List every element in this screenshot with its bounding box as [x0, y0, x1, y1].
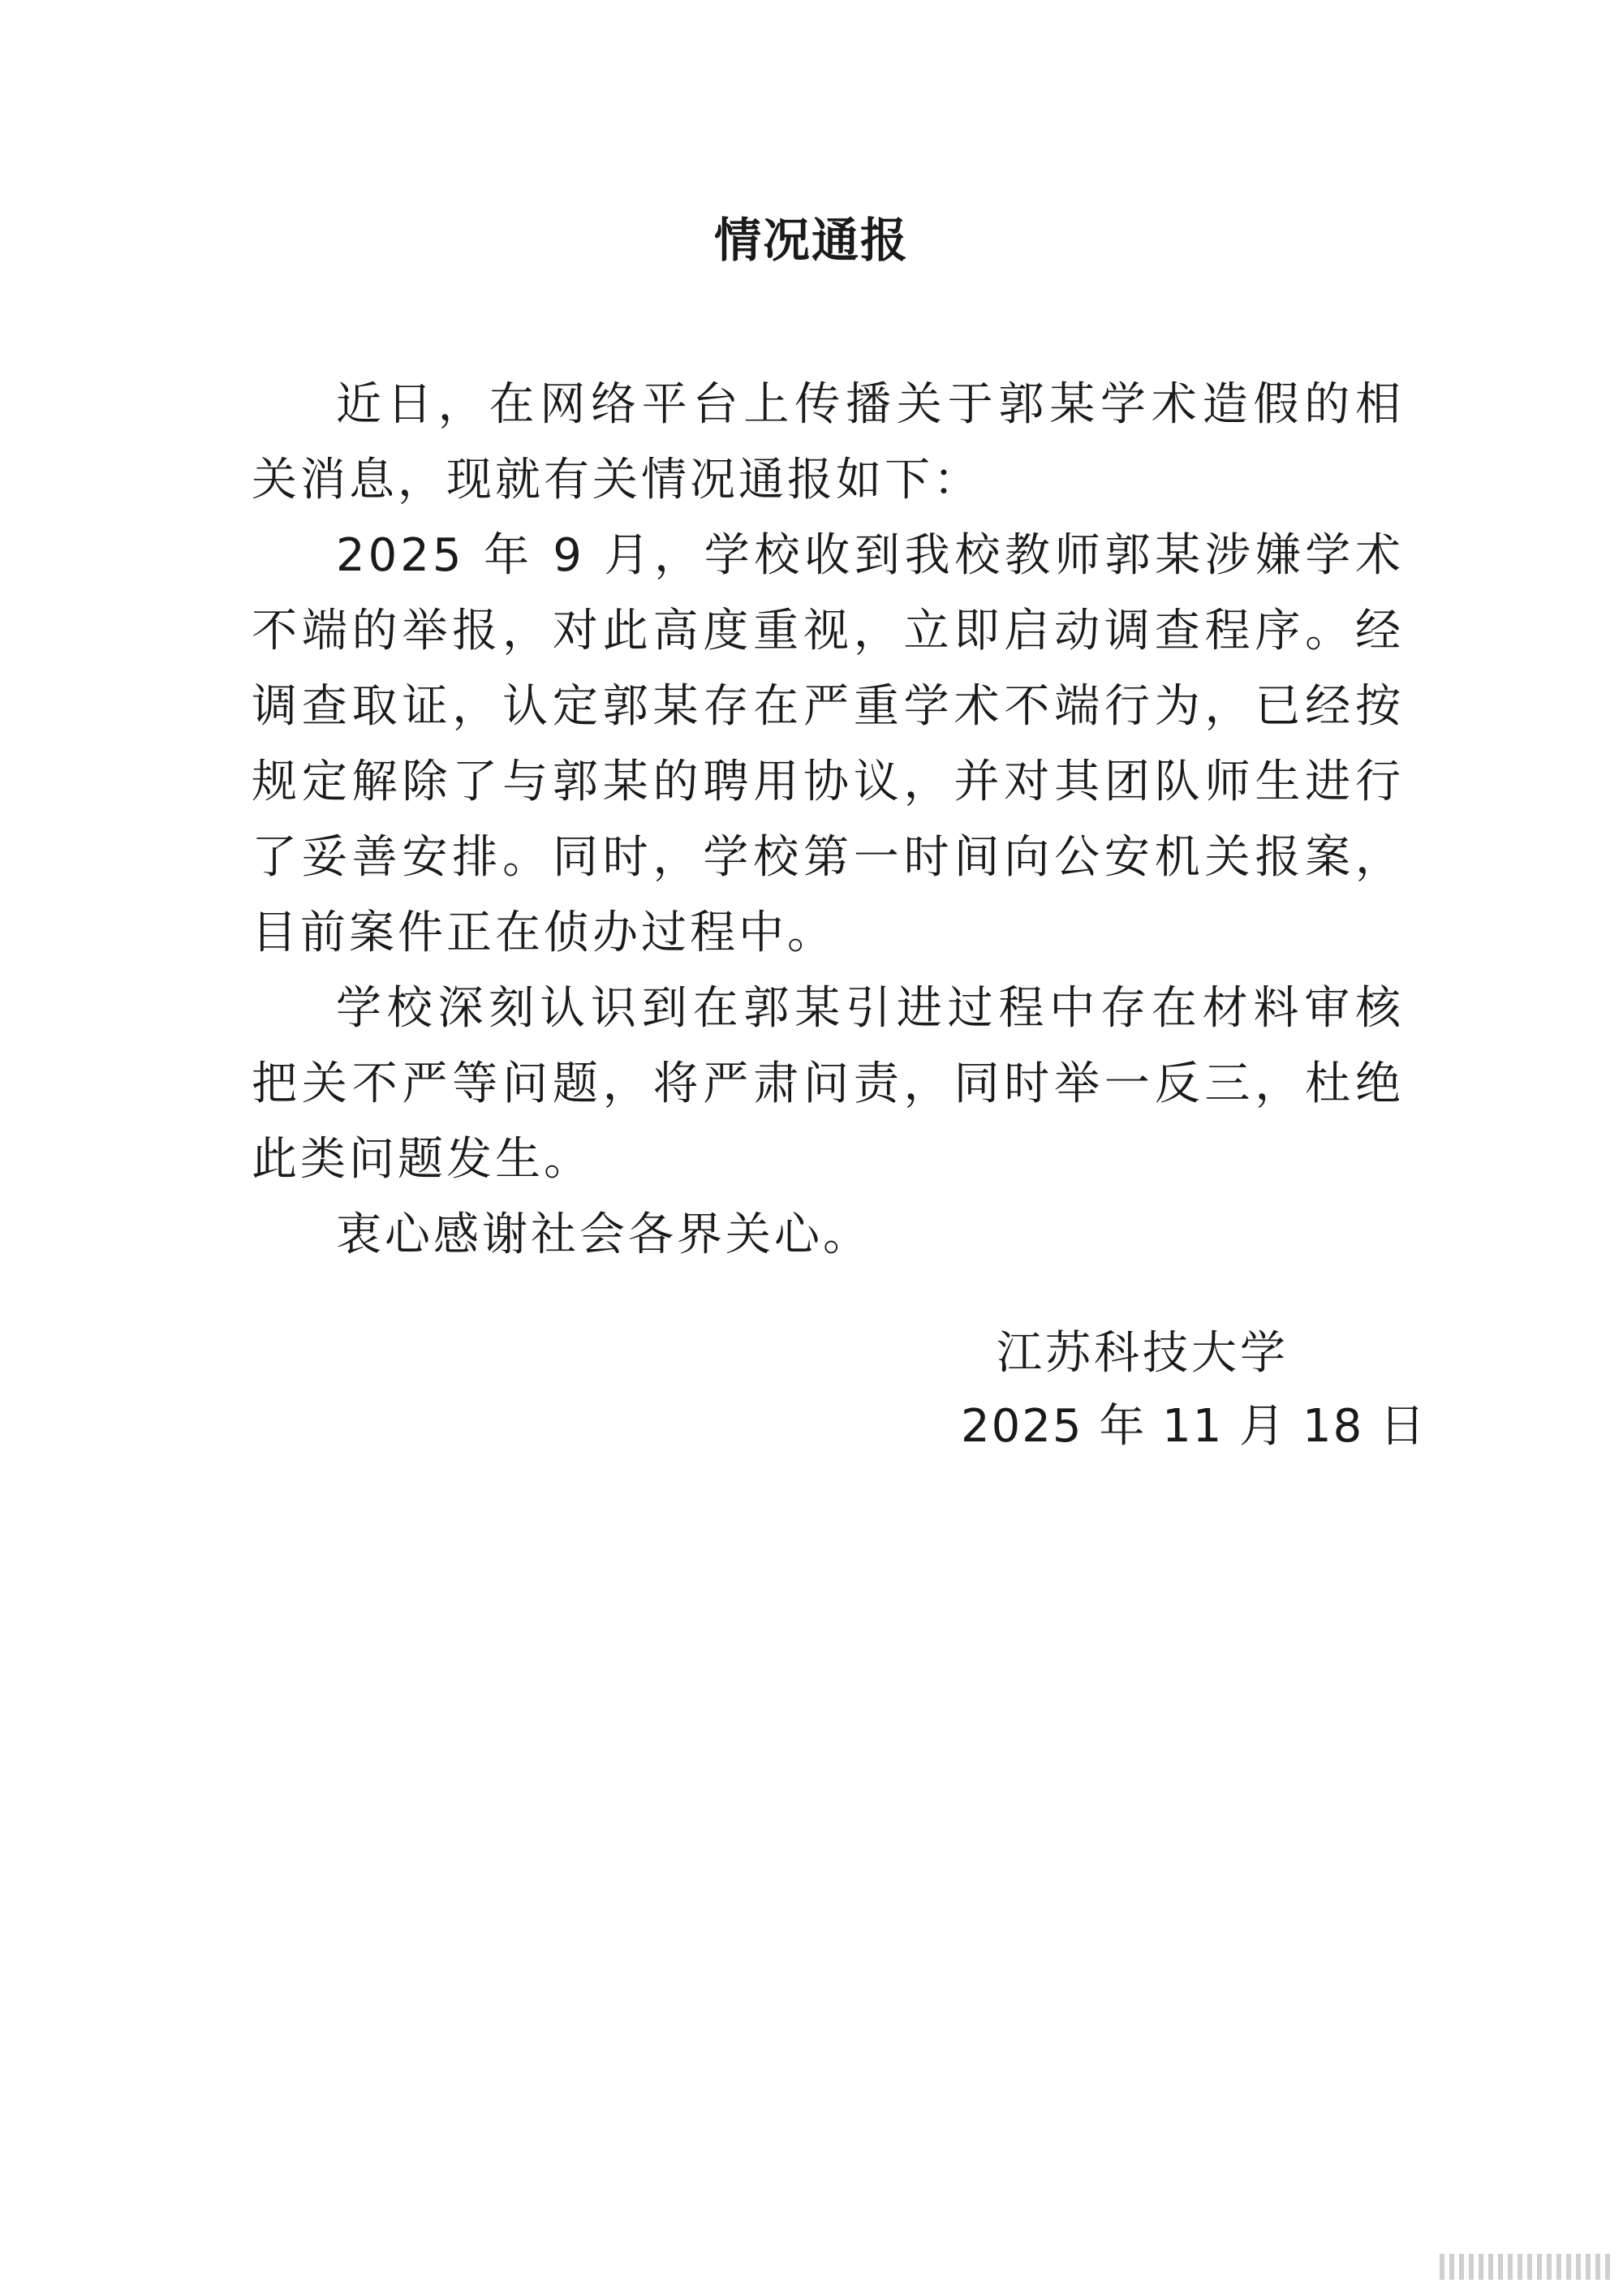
signature-date: 2025 年 11 月 18 日: [961, 1400, 1427, 1453]
document-title: 情况通报: [713, 213, 909, 268]
document-body: [252, 367, 1404, 1273]
vertical-bars-watermark-icon: [1440, 2251, 1610, 2283]
paragraph-thanks: 衷心感谢社会各界关心。: [336, 1208, 872, 1261]
paragraph-investigation: 2025 年 9 月，学校收到我校教师郭某涉嫌学术不端的举报，对此高度重视，立即启动调查程序。经调查取证，认定郭某存在严重学术不端行为，已经按规定解除了与郭某的聘用协议，并对其团队师生进行了妥善安排。同时，学校第一时间向公安机关报案，目前案件正在侦办过程中。: [252, 529, 1404, 959]
paragraph-accountability: 学校深刻认识到在郭某引进过程中存在材料审核把关不严等问题，将严肃问责，同时举一反三，杜绝此类问题发生。: [252, 982, 1404, 1186]
paragraph-intro: 近日，在网络平台上传播关于郭某学术造假的相关消息，现就有关情况通报如下：: [252, 378, 1404, 506]
signature-organization: 江苏科技大学: [997, 1327, 1289, 1380]
